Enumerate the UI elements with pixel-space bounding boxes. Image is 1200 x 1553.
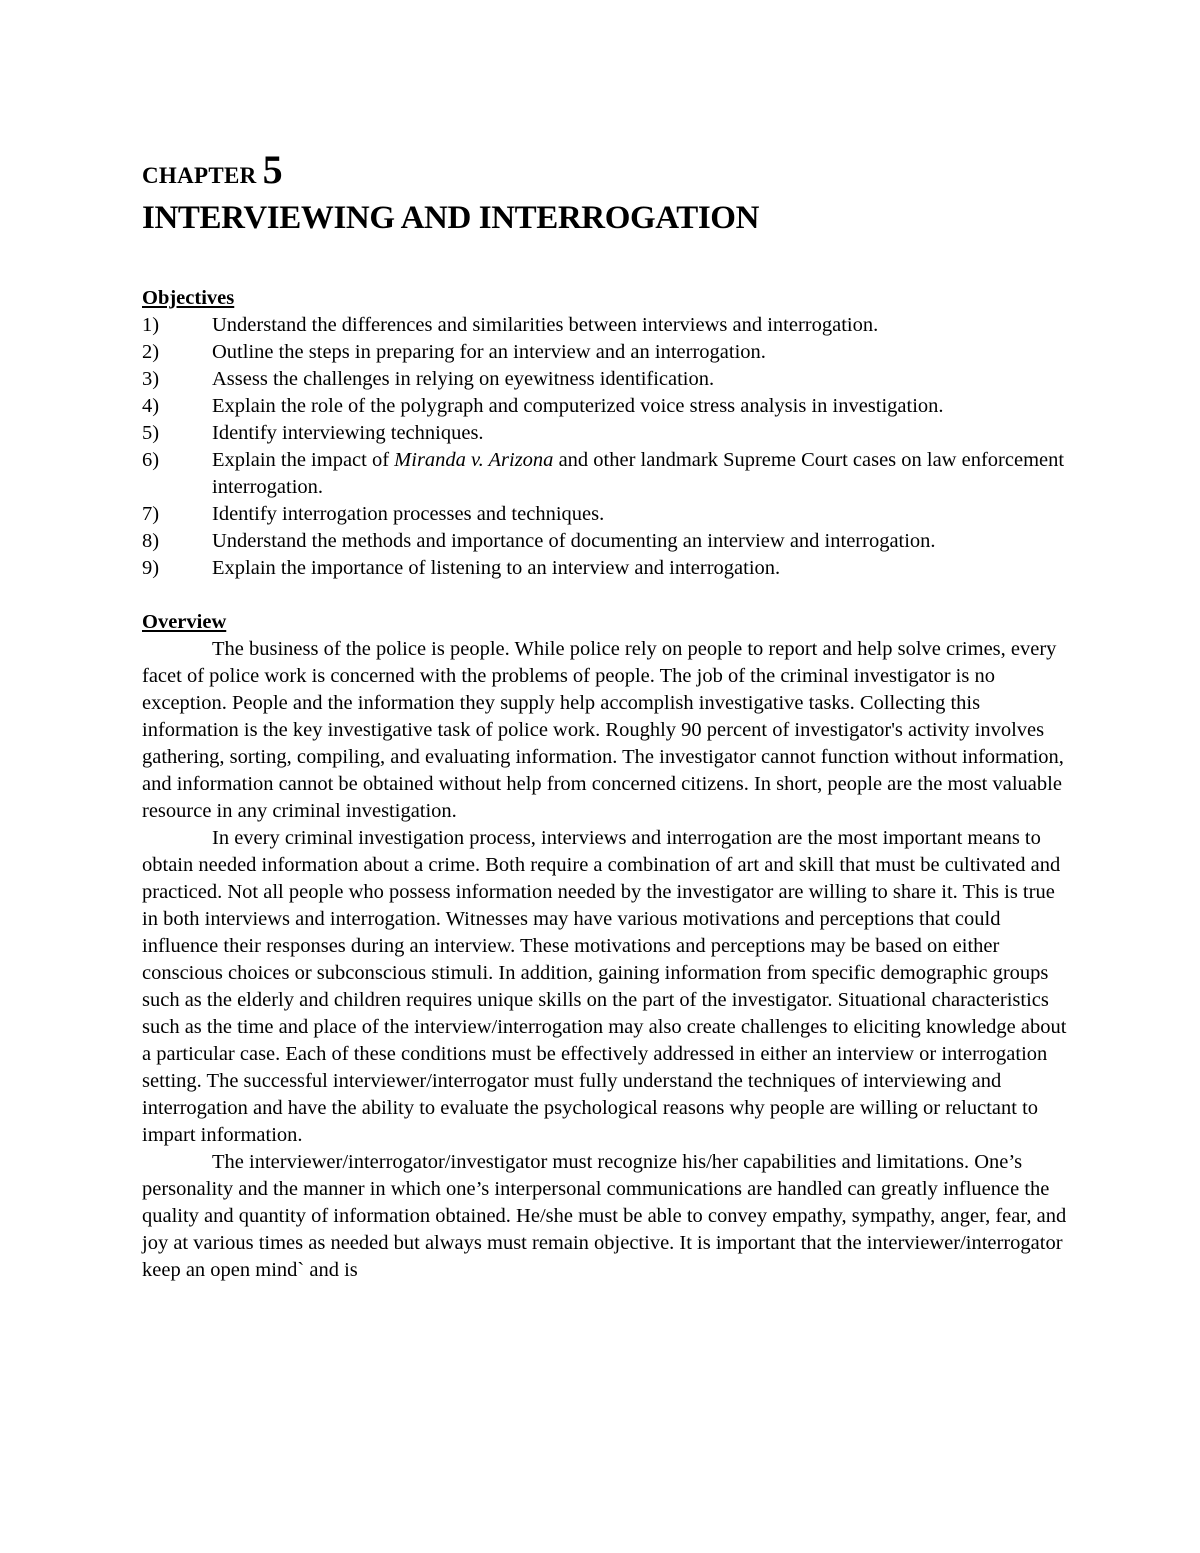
objective-text: Identify interviewing techniques. xyxy=(212,422,484,444)
objective-number: 5) xyxy=(142,422,160,444)
chapter-label-text: CHAPTER xyxy=(142,163,257,188)
objective-item xyxy=(142,339,1072,366)
objective-number: 1) xyxy=(142,314,160,336)
objective-text: Understand the methods and importance of documenting an interview and interrogation. xyxy=(212,530,936,552)
objective-item xyxy=(142,528,1072,555)
objective-number: 6) xyxy=(142,449,160,471)
objective-text-after: and other landmark Supreme Court cases on law enforcement interrogation. xyxy=(212,449,1065,498)
document-page xyxy=(142,147,1072,1284)
objective-text: Explain the importance of listening to an interview and interrogation. xyxy=(212,557,781,579)
chapter-label xyxy=(142,147,1072,192)
objective-text: Assess the challenges in relying on eyewitness identification. xyxy=(212,368,715,390)
overview-paragraph: The interviewer/interrogator/investigator must recognize his/her capabilities and limitations. One’s personality and the manner in which one’s interpersonal communications are handled can greatly influence the quality and quantity of information obtained. He/she must be able to convey empathy, sympathy, anger, fear, and joy at various times as needed but always must remain objective. It is important that the interviewer/interrogator keep an open mind` and is xyxy=(142,1151,1067,1281)
chapter-title: INTERVIEWING AND INTERROGATION xyxy=(142,200,759,236)
objective-text-before: Explain the impact of xyxy=(212,449,395,471)
objective-item xyxy=(142,555,1072,582)
objective-item xyxy=(142,420,1072,447)
objective-text xyxy=(212,447,1072,501)
objectives-heading: Objectives xyxy=(142,287,235,309)
objective-number: 9) xyxy=(142,557,160,579)
case-name-italic: Miranda v. Arizona xyxy=(394,449,554,471)
objective-item xyxy=(142,366,1072,393)
objective-number: 8) xyxy=(142,530,160,552)
objective-item xyxy=(142,312,1072,339)
objectives-list xyxy=(142,312,1072,582)
objective-number: 7) xyxy=(142,503,160,525)
objective-item xyxy=(142,447,1072,501)
overview-paragraph: The business of the police is people. While police rely on people to report and help solve crimes, every facet of police work is concerned with the problems of people. The job of the criminal investigator is no exception. People and the information they supply help accomplish investigative tasks. Collecting this information is the key investigative task of police work. Roughly 90 percent of investigator's activity involves gathering, sorting, compiling, and evaluating information. The investigator cannot function without information, and information cannot be obtained without help from concerned citizens. In short, people are the most valuable resource in any criminal investigation. xyxy=(142,638,1064,822)
objective-number: 4) xyxy=(142,395,160,417)
objective-number: 2) xyxy=(142,341,160,363)
objective-text: Identify interrogation processes and techniques. xyxy=(212,503,605,525)
objective-item xyxy=(142,501,1072,528)
objective-text: Understand the differences and similarities between interviews and interrogation. xyxy=(212,314,879,336)
overview-paragraph: In every criminal investigation process, interviews and interrogation are the most important means to obtain needed information about a crime. Both require a combination of art and skill that must be cultivated and practiced. Not all people who possess information needed by the investigator are willing to share it. This is true in both interviews and interrogation. Witnesses may have various motivations and perceptions that could influence their responses during an interview. These motivations and perceptions may be based on either conscious choices or subconscious stimuli. In addition, gaining information from specific demographic groups such as the elderly and children requires unique skills on the part of the investigator. Situational characteristics such as the time and place of the interview/interrogation may also create challenges to eliciting knowledge about a particular case. Each of these conditions must be effectively addressed in either an interview or interrogation setting. The successful interviewer/interrogator must fully understand the techniques of interviewing and interrogation and have the ability to evaluate the psychological reasons why people are willing or reluctant to impart information. xyxy=(142,827,1067,1146)
chapter-number: 5 xyxy=(262,147,283,192)
objective-number: 3) xyxy=(142,368,160,390)
objective-item xyxy=(142,393,1072,420)
objective-text: Outline the steps in preparing for an interview and an interrogation. xyxy=(212,341,766,363)
overview-heading: Overview xyxy=(142,611,227,633)
objective-text: Explain the role of the polygraph and computerized voice stress analysis in investigation. xyxy=(212,395,944,417)
